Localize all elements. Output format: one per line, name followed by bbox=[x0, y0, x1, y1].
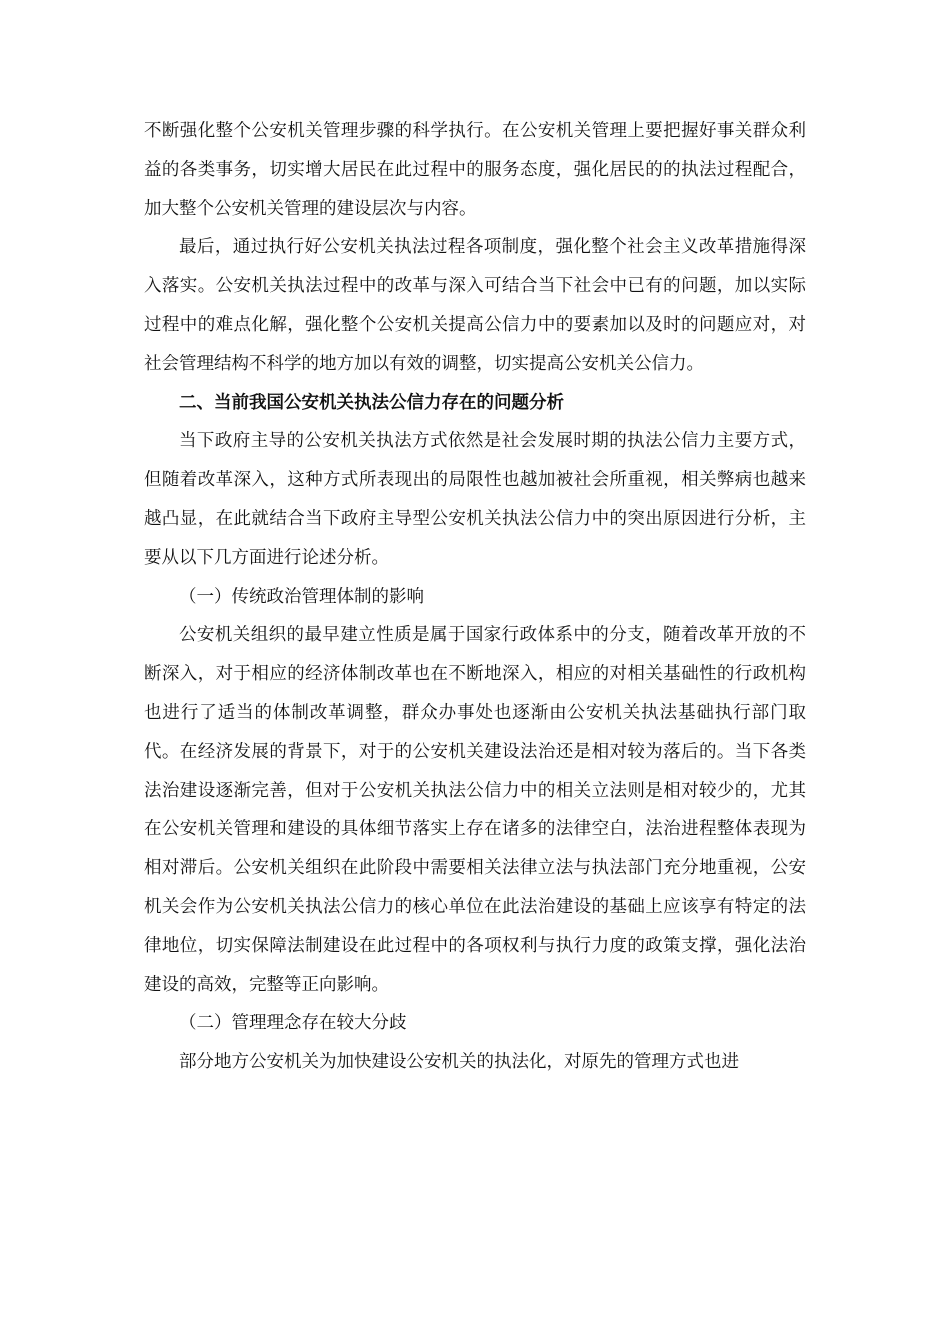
section-heading: 二、当前我国公安机关执法公信力存在的问题分析 bbox=[179, 392, 564, 413]
subheading-1: （一）传统政治管理体制的影响 bbox=[179, 586, 424, 607]
paragraph-3: 当下政府主导的公安机关执法方式依然是社会发展时期的执法公信力主要方式，但随着改革深入，这种方式所表现出的局限性也越加被社会所重视，相关弊病也越来越凸显，在此就结合当下政府主导型公安机关执法公信力中的突出原因进行分析，主要从以下几方面进行论述分析。 bbox=[144, 431, 806, 568]
document-page bbox=[144, 112, 806, 1082]
paragraph-5: 部分地方公安机关为加快建设公安机关的执法化，对原先的管理方式也进 bbox=[179, 1052, 739, 1073]
paragraph-1: 不断强化整个公安机关管理步骤的科学执行。在公安机关管理上要把握好事关群众利益的各类事务，切实增大居民在此过程中的服务态度，强化居民的的执法过程配合，加大整个公安机关管理的建设层次与内容。 bbox=[144, 121, 806, 219]
paragraph-2: 最后，通过执行好公安机关执法过程各项制度，强化整个社会主义改革措施得深入落实。公安机关执法过程中的改革与深入可结合当下社会中已有的问题，加以实际过程中的难点化解，强化整个公安机关提高公信力中的要素加以及时的问题应对，对社会管理结构不科学的地方加以有效的调整，切实提高公安机关公信力。 bbox=[144, 237, 806, 374]
paragraph-4: 公安机关组织的最早建立性质是属于国家行政体系中的分支，随着改革开放的不断深入，对于相应的经济体制改革也在不断地深入，相应的对相关基础性的行政机构也进行了适当的体制改革调整，群众办事处也逐渐由公安机关执法基础执行部门取代。在经济发展的背景下，对于的公安机关建设法治还是相对较为落后的。当下各类法治建设逐渐完善，但对于公安机关执法公信力中的相关立法则是相对较少的，尤其在公安机关管理和建设的具体细节落实上存在诸多的法律空白，法治进程整体表现为相对滞后。公安机关组织在此阶段中需要相关法律立法与执法部门充分地重视，公安机关会作为公安机关执法公信力的核心单位在此法治建设的基础上应该享有特定的法律地位，切实保障法制建设在此过程中的各项权利与执行力度的政策支撑，强化法治建设的高效，完整等正向影响。 bbox=[144, 625, 806, 995]
subheading-2: （二）管理理念存在较大分歧 bbox=[179, 1013, 407, 1034]
